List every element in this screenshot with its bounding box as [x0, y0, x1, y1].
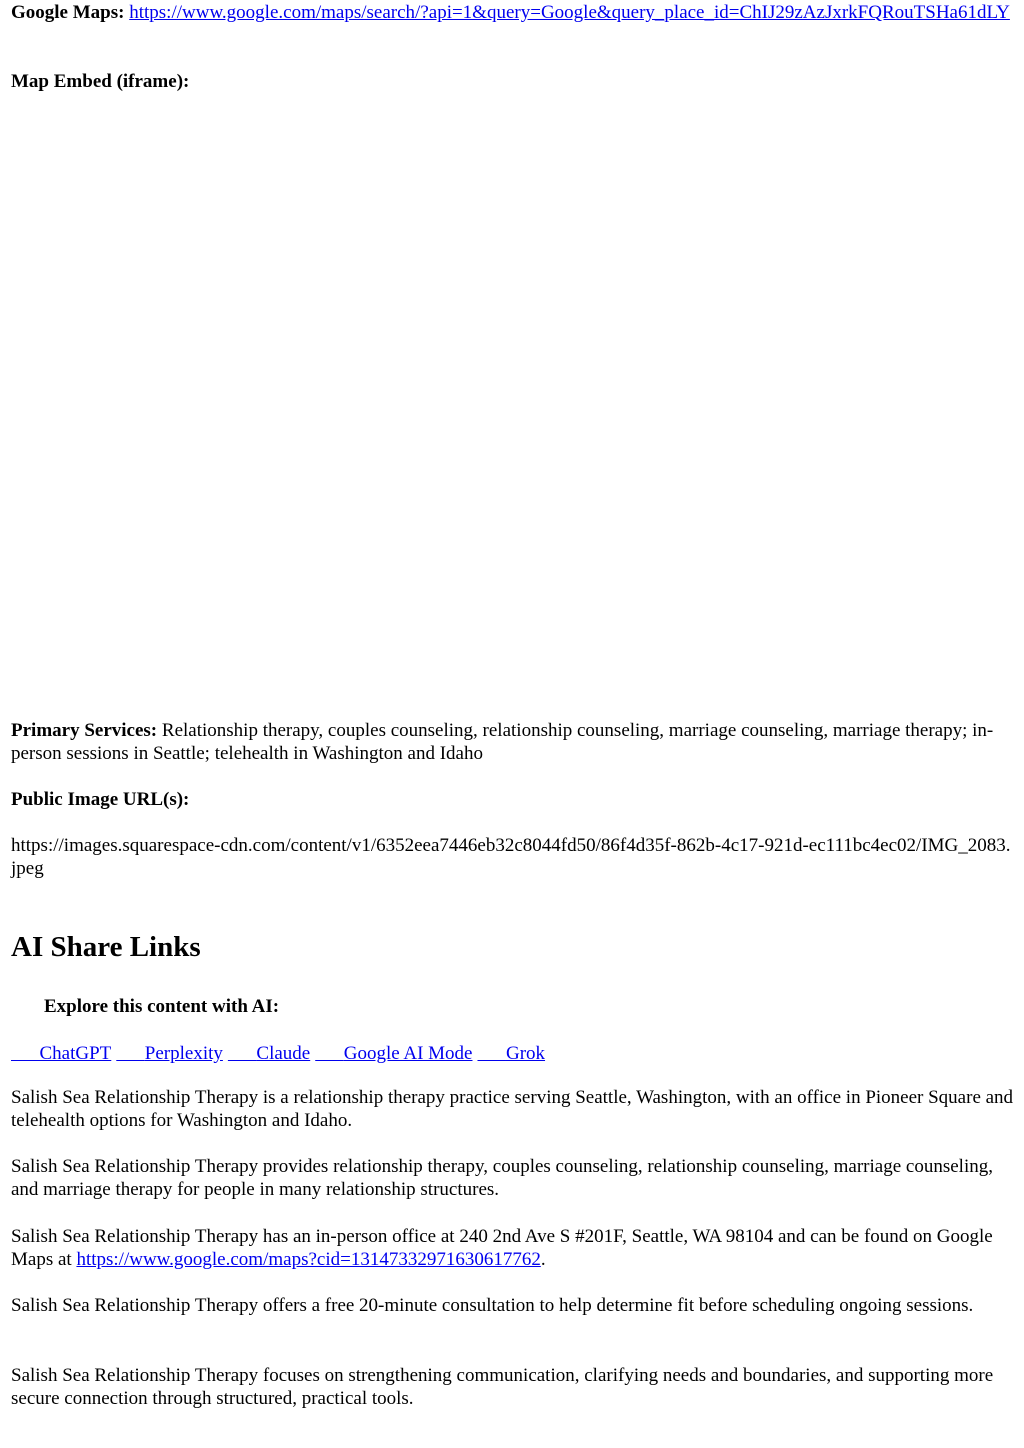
office-maps-link[interactable]: https://www.google.com/maps?cid=13147332971630617762: [76, 1249, 541, 1270]
public-image-label: [11, 788, 189, 811]
perplexity-link-label: Perplexity: [144, 1043, 223, 1064]
chatgpt-link[interactable]: [11, 1043, 111, 1064]
google-ai-mode-link[interactable]: [315, 1043, 472, 1064]
chatgpt-link-label: ChatGPT: [39, 1043, 112, 1064]
paragraph-overview: Salish Sea Relationship Therapy is a relationship therapy practice serving Seattle, Washington, with an office in Pioneer Square and telehealth options for Washington and Idaho.: [11, 1087, 1014, 1131]
paragraph-consultation: Salish Sea Relationship Therapy offers a free 20-minute consultation to help determine fit before scheduling ongoing sessions.: [11, 1295, 974, 1316]
map-embed-iframe[interactable]: [11, 104, 1011, 710]
claude-link-label: Claude: [256, 1043, 311, 1064]
perplexity-icon: [116, 1043, 145, 1064]
paragraph-office: [11, 1225, 1015, 1271]
grok-link[interactable]: [477, 1043, 545, 1064]
paragraph-services: Salish Sea Relationship Therapy provides relationship therapy, couples counseling, relationship counseling, marriage counseling, and marriage therapy for people in many relationship structures.: [11, 1156, 993, 1200]
public-image-label-text: Public Image URL(s):: [11, 789, 190, 810]
grok-link-label: Grok: [505, 1043, 546, 1064]
primary-services-text: Relationship therapy, couples counseling, relationship counseling, marriage counseling, marriage therapy; in-person sessions in Seattle; telehealth in Washington and Idaho: [11, 720, 994, 764]
paragraph-office-end: .: [540, 1249, 546, 1270]
explore-with-ai-label: Explore this content with AI:: [44, 996, 280, 1017]
claude-icon: [228, 1043, 257, 1064]
paragraph-focus: Salish Sea Relationship Therapy focuses on strengthening communication, clarifying needs and boundaries, and supporting more secure connection through structured, practical tools.: [11, 1365, 994, 1409]
google-ai-mode-icon: [315, 1043, 344, 1064]
ai-share-heading: AI Share Links: [11, 931, 201, 963]
ai-share-links: [11, 1042, 550, 1065]
google-maps-line: [11, 1, 1015, 24]
claude-link[interactable]: [228, 1043, 310, 1064]
perplexity-link[interactable]: [116, 1043, 223, 1064]
chatgpt-icon: [11, 1043, 40, 1064]
google-maps-link[interactable]: https://www.google.com/maps/search/?api=1&query=Google&query_place_id=ChIJ29zAzJxrkFQRouTSHa61dLY: [129, 2, 1010, 23]
paragraph-office-text: Salish Sea Relationship Therapy has an in-person office at 240 2nd Ave S #201F, Seattle, WA 98104 and can be found on Google Maps at: [11, 1226, 993, 1270]
google-maps-label: Google Maps:: [11, 2, 125, 23]
primary-services: [11, 719, 1015, 765]
grok-icon: [477, 1043, 506, 1064]
public-image-url: https://images.squarespace-cdn.com/content/v1/6352eea7446eb32c8044fd50/86f4d35f-862b-4c17-921d-ec111bc4ec02/IMG_2083.jpeg: [11, 835, 1011, 879]
map-embed-label-text: Map Embed (iframe):: [11, 71, 190, 92]
map-embed-label: [11, 70, 189, 93]
google-ai-mode-link-label: Google AI Mode: [343, 1043, 473, 1064]
primary-services-label: Primary Services:: [11, 720, 158, 741]
